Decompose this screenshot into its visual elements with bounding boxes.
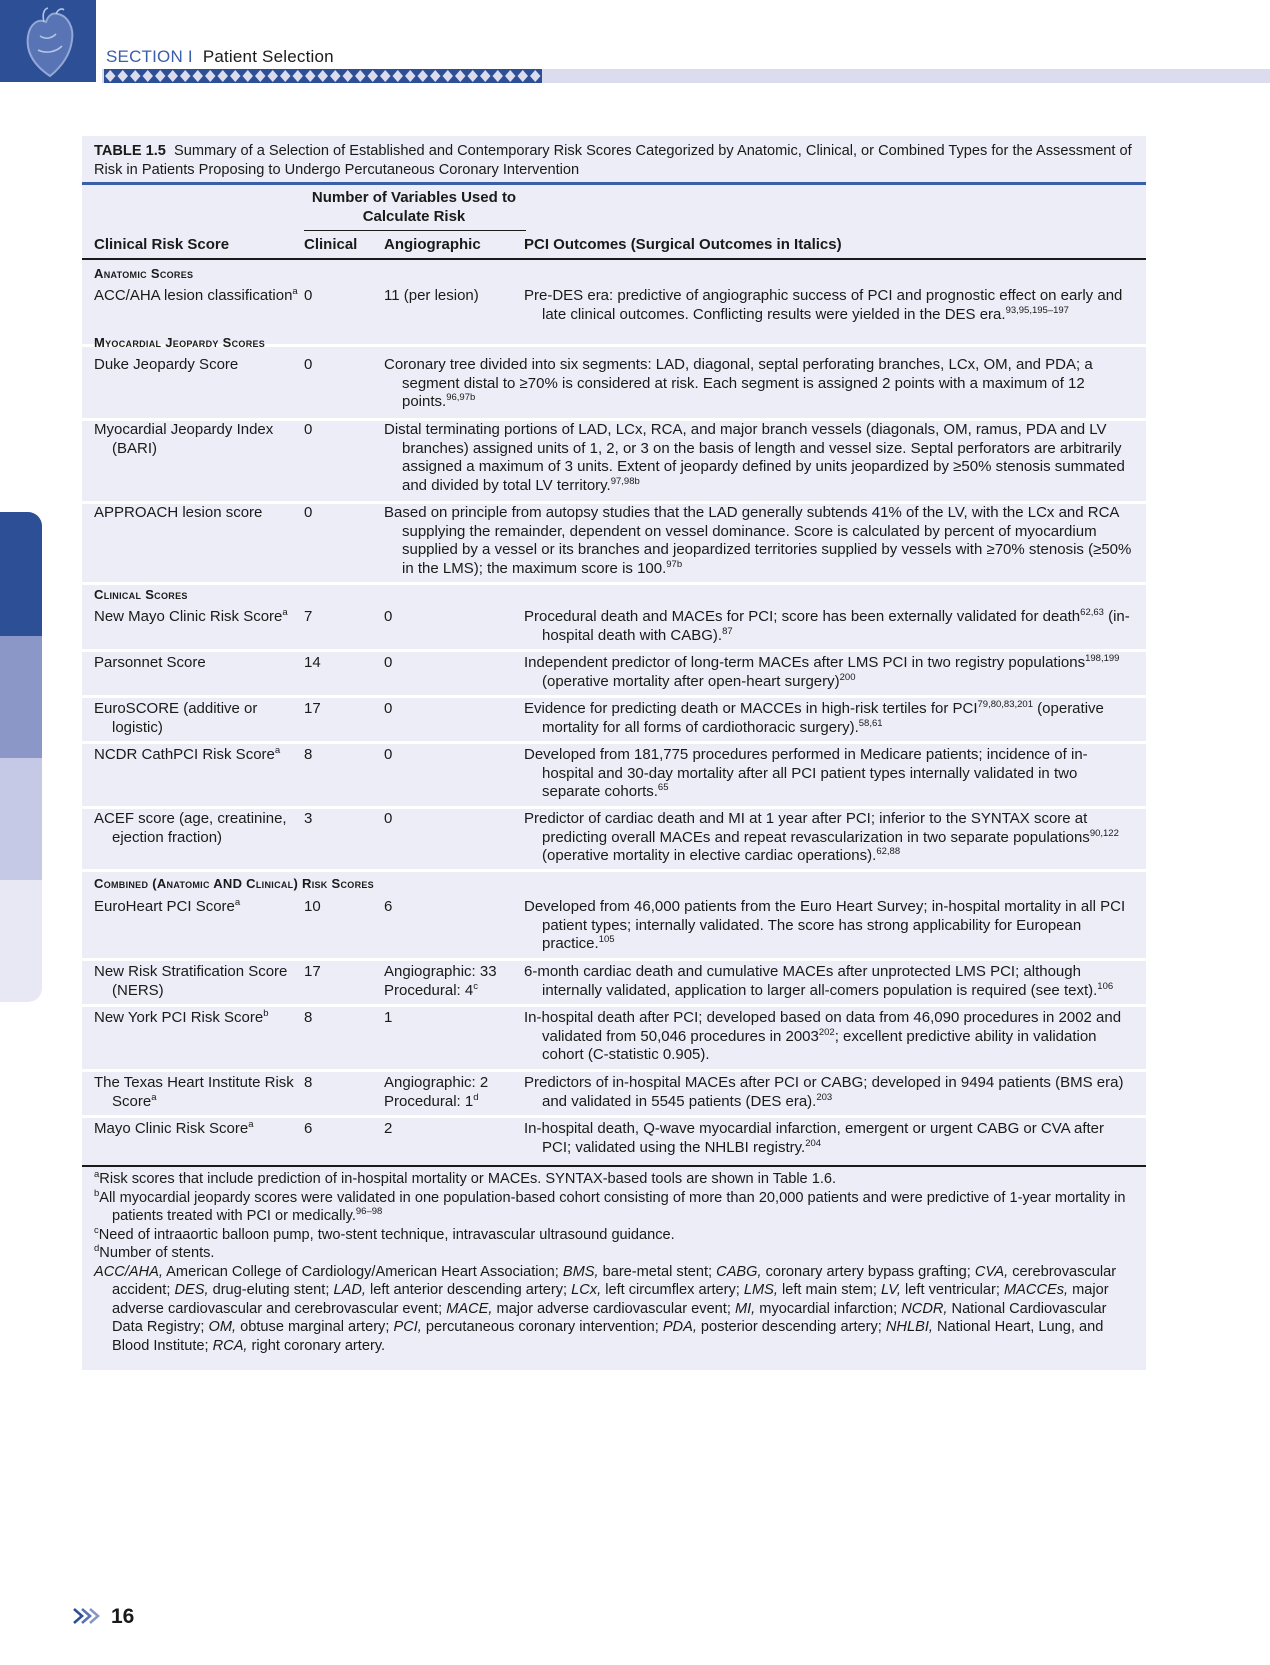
outcome-text: Predictors of in-hospital MACEs after PCI or CABG; developed in 9494 patients (BMS era) and validated in 5545 patients (DES era). bbox=[524, 1074, 1124, 1110]
clinical-count: 17 bbox=[304, 700, 321, 717]
footnote-a: $^a$Risk scores that include prediction of in-hospital mortality or MACEs. SYNTAX-based tools are shown in Table 1.6. bbox=[94, 1169, 837, 1187]
angio-count: Angiographic: 2 bbox=[384, 1074, 489, 1091]
outcome-text: Predictor of cardiac death and MI at 1 year after PCI; inferior to the SYNTAX score at predicting overall MACEs and repeat revascularization in two separate populations bbox=[524, 810, 1090, 846]
section-combined: Combined (Anatomic AND Clinical) Risk Scores bbox=[94, 876, 374, 891]
page-number: 16 bbox=[111, 1605, 135, 1628]
col-header-outcomes: PCI Outcomes (Surgical Outcomes in Italics) bbox=[524, 236, 842, 253]
outcome-text: 6-month cardiac death and cumulative MACEs after unprotected LMS PCI; although internally validated, application to larger all-comers population is required (see text). bbox=[524, 963, 1098, 999]
abbreviation-definition: National Heart, Lung, and Blood Institute; bbox=[112, 1319, 1104, 1354]
clinical-count: 17 bbox=[304, 963, 321, 980]
outcome-text: In-hospital death, Q-wave myocardial infarction, emergent or urgent CABG or CVA after PCI; validated using the NHLBI registry. bbox=[524, 1120, 1104, 1156]
section-jeopardy: Myocardial Jeopardy Scores bbox=[94, 335, 266, 350]
angio-count: 1 bbox=[384, 1009, 393, 1026]
angio-count: 0 bbox=[384, 746, 393, 763]
caption-rule bbox=[82, 182, 1146, 185]
abbreviation-term: LAD, bbox=[333, 1282, 366, 1298]
abbreviation-definition: obtuse marginal artery; bbox=[236, 1319, 394, 1335]
section-logo bbox=[0, 0, 96, 82]
table-row: The Texas Heart Institute Risk Score$^a$ 8 Angiographic: 2 Procedural: 1$^d$ Predictors of in-hospital MACEs after PCI or CABG; developed in 9494 patients (BMS era) and validated in 5545 patients (DES era).$^{203}$ bbox=[82, 1074, 1146, 1118]
abbreviation-definition: myocardial infarction; bbox=[755, 1300, 902, 1317]
abbreviation-term: MI, bbox=[734, 1300, 756, 1317]
abbreviation-definition: major adverse cardiovascular and cerebrovascular event; bbox=[112, 1282, 1109, 1317]
outcome-text: In-hospital death after PCI; developed based on data from 46,090 procedures in 2002 and validated from 50,046 procedures in 2003 bbox=[524, 1009, 1122, 1045]
col-header-angiographic: Angiographic bbox=[384, 236, 481, 253]
score-name: The Texas Heart Institute Risk Score bbox=[94, 1074, 294, 1110]
abbreviation-definition: left ventricular; bbox=[901, 1282, 1005, 1298]
clinical-count: 0 bbox=[304, 287, 313, 304]
side-tab-1 bbox=[0, 512, 42, 636]
score-name: Duke Jeopardy Score bbox=[94, 356, 239, 373]
table-row: Duke Jeopardy Score 0 Coronary tree divided into six segments: LAD, diagonal, septal perforating branches, LCx, OM, and PDA; a segment distal to ≥70% is considered at risk. Each segment is assigned 2 points with a maximum of 12 points.$^{96,97b}$ bbox=[82, 356, 1146, 421]
footnote-b: $^b$All myocardial jeopardy scores were validated in one population-based cohort consisting of more than 20,000 patients and were predictive of 1-year mortality in patients treated with PCI or medically.$^{96-98}$ bbox=[94, 1187, 1126, 1224]
abbreviation-definition: drug-eluting stent; bbox=[208, 1282, 334, 1298]
abbreviation-term: DES, bbox=[174, 1282, 209, 1298]
table-row: Parsonnet Score 14 0 Independent predictor of long-term MACEs after LMS PCI in two registry populations$^{198,199}$ (operative mortality after open-heart surgery)$^{200}$ bbox=[82, 654, 1146, 698]
clinical-count: 0 bbox=[304, 421, 313, 438]
group-header-rule bbox=[304, 230, 526, 231]
side-tab-2 bbox=[0, 636, 42, 758]
table-row: EuroSCORE (additive or logistic) 17 0 Evidence for predicting death or MACCEs in high-risk tertiles for PCI$^{79,80,83,201}$ (operative mortality for all forms of cardiothoracic surgery).$^{58,61}$ bbox=[82, 700, 1146, 744]
abbreviations bbox=[94, 1263, 1138, 1356]
clinical-count: 8 bbox=[304, 746, 313, 763]
footer-band bbox=[0, 1580, 1270, 1665]
score-name: Parsonnet Score bbox=[94, 654, 206, 671]
running-header bbox=[106, 47, 334, 67]
abbreviation-definition: left circumflex artery; bbox=[601, 1282, 744, 1298]
table-footnotes bbox=[94, 1170, 1138, 1355]
table-caption-text: Summary of a Selection of Established and Contemporary Risk Scores Categorized by Anatomic, Clinical, or Combined Types for the Assessment of Risk in Patients Proposing to Undergo Percutaneous Coronary Intervention bbox=[94, 143, 1132, 178]
outcome-text: Evidence for predicting death or MACCEs in high-risk tertiles for PCI bbox=[524, 700, 978, 717]
abbreviation-term: PCI, bbox=[393, 1319, 422, 1335]
abbreviation-definition: left anterior descending artery; bbox=[365, 1282, 572, 1298]
abbreviation-definition: major adverse cardiovascular event; bbox=[492, 1300, 735, 1317]
table-row: ACC/AHA lesion classification$^a$ 0 11 (per lesion) Pre-DES era: predictive of angiographic success of PCI and prognostic effect on early and late clinical outcomes. Conflicting results were yielded in the DES era.$^{93,95,195-197}$ bbox=[82, 287, 1146, 347]
angio-count: 2 bbox=[384, 1120, 393, 1137]
abbreviation-term: RCA, bbox=[212, 1337, 248, 1354]
table-row: ACEF score (age, creatinine, ejection fraction) 3 0 Predictor of cardiac death and MI at 1 year after PCI; inferior to the SYNTAX score at predicting overall MACEs and repeat revascularization in two separate populations$^{90,122}$ (operative mortality in elective cardiac operations).$^{62,88}$ bbox=[82, 810, 1146, 872]
abbreviation-term: MACE, bbox=[446, 1300, 493, 1317]
score-name: EuroHeart PCI Score bbox=[94, 898, 235, 915]
score-name: Myocardial Jeopardy Index (BARI) bbox=[94, 421, 274, 457]
abbreviation-term: OM, bbox=[208, 1319, 237, 1335]
score-name: ACEF score (age, creatinine, ejection fraction) bbox=[94, 810, 287, 846]
side-tab-4 bbox=[0, 880, 42, 1002]
heart-icon bbox=[22, 6, 78, 80]
table-caption bbox=[94, 142, 1134, 179]
abbreviation-definition: American College of Cardiology/American Heart Association; bbox=[162, 1263, 563, 1280]
outcome-text: Coronary tree divided into six segments: LAD, diagonal, septal perforating branches, LCx, OM, and PDA; a segment distal to ≥70% is considered at risk. Each segment is assigned 2 points with a maximum of 12 points. bbox=[384, 356, 1093, 411]
abbreviation-term: LCx, bbox=[571, 1282, 602, 1298]
outcome-text: Pre-DES era: predictive of angiographic success of PCI and prognostic effect on early and late clinical outcomes. Conflicting results were yielded in the DES era. bbox=[524, 287, 1123, 323]
clinical-count: 10 bbox=[304, 898, 321, 915]
clinical-count: 7 bbox=[304, 608, 313, 625]
abbreviation-term: LMS, bbox=[743, 1282, 778, 1298]
diamond-pattern-icon bbox=[104, 69, 542, 83]
footnote-d: $^d$Number of stents. bbox=[94, 1243, 215, 1261]
outcome-text: Independent predictor of long-term MACEs after LMS PCI in two registry populations bbox=[524, 654, 1086, 671]
section-title: Patient Selection bbox=[202, 47, 334, 66]
table-row: EuroHeart PCI Score$^a$ 10 6 Developed from 46,000 patients from the Euro Heart Survey; in-hospital mortality in all PCI patient types; internally validated. The score has strong applicability for European practice.$^{105}$ bbox=[82, 898, 1146, 961]
angio-count: Angiographic: 33 bbox=[384, 963, 497, 980]
table-row: NCDR CathPCI Risk Score$^a$ 8 0 Developed from 181,775 procedures performed in Medicare patients; incidence of in-hospital and 30-day mortality after all PCI patient types internally validated in two separate cohorts.$^{65}$ bbox=[82, 746, 1146, 809]
side-tab-3 bbox=[0, 758, 42, 880]
angio-count: 11 (per lesion) bbox=[384, 287, 479, 304]
procedural-count: Procedural: 1 bbox=[384, 1092, 474, 1110]
abbreviation-definition: posterior descending artery; bbox=[696, 1319, 886, 1335]
abbreviation-term: NHLBI, bbox=[885, 1319, 933, 1335]
abbreviation-term: ACC/AHA, bbox=[94, 1263, 163, 1280]
table-row: New Mayo Clinic Risk Score$^a$ 7 0 Procedural death and MACEs for PCI; score has been externally validated for death$^{62,63}$ (in-hospital death with CABG).$^{87}$ bbox=[82, 608, 1146, 652]
abbreviation-definition: coronary artery bypass grafting; bbox=[761, 1263, 975, 1280]
abbreviation-definition: percutaneous coronary intervention; bbox=[421, 1319, 663, 1335]
abbreviation-term: NCDR, bbox=[901, 1300, 948, 1317]
table-row: Mayo Clinic Risk Score$^a$ 6 2 In-hospital death, Q-wave myocardial infarction, emergent or urgent CABG or CVA after PCI; validated using the NHLBI registry.$^{204}$ bbox=[94, 1119, 1104, 1156]
table-row: Myocardial Jeopardy Index (BARI) 0 Distal terminating portions of LAD, LCx, RCA, and major branch vessels (diagonals, OM, ramus, PDA and LV branches) assigned units of 1, 2, or 3 on the basis of length and vessel size. Septal perforators are arbitrarily assigned a maximum of 3 units. Extent of jeopardy defined by units jeopardized by ≥50% stenosis summated and divided by total LV territory.$^{97,98b}$ bbox=[82, 421, 1146, 504]
abbreviation-term: BMS, bbox=[562, 1263, 599, 1280]
angio-count: 0 bbox=[384, 608, 393, 625]
abbreviation-definition: right coronary artery. bbox=[247, 1337, 386, 1354]
score-name: New Mayo Clinic Risk Score bbox=[94, 608, 283, 625]
clinical-count: 0 bbox=[304, 504, 313, 521]
double-chevron-right-icon bbox=[72, 1607, 102, 1625]
table-bottom-rule bbox=[82, 1165, 1146, 1167]
outcome-text: Developed from 181,775 procedures performed in Medicare patients; incidence of in-hospital and 30-day mortality after all PCI patient types internally validated in two separate cohorts. bbox=[524, 746, 1088, 801]
table-row: New Risk Stratification Score (NERS) 17 Angiographic: 33 Procedural: 4$^c$ 6-month cardiac death and cumulative MACEs after unprotected LMS PCI; although internally validated, application to larger all-comers population is required (see text).$^{106}$ bbox=[82, 963, 1146, 1007]
score-name: Mayo Clinic Risk Score bbox=[94, 1120, 249, 1137]
angio-count: 0 bbox=[384, 700, 393, 717]
table-label: TABLE 1.5 bbox=[94, 143, 166, 159]
outcome-text: Procedural death and MACEs for PCI; score has been externally validated for death bbox=[524, 608, 1081, 625]
clinical-count: 3 bbox=[304, 810, 313, 827]
abbreviation-term: PDA, bbox=[662, 1319, 697, 1335]
abbreviation-definition: National Cardiovascular Data Registry; bbox=[112, 1300, 1107, 1335]
score-name: ACC/AHA lesion classification bbox=[94, 287, 293, 304]
abbreviation-definition: bare-metal stent; bbox=[598, 1263, 717, 1280]
angio-count: 0 bbox=[384, 654, 393, 671]
outcome-text: Distal terminating portions of LAD, LCx, RCA, and major branch vessels (diagonals, OM, ramus, PDA and LV branches) assigned units of 1, 2, or 3 on the basis of length and vessel size. Septal perforators are arbitrarily assigned a maximum of 3 units. Extent of jeopardy defined by units jeopardized by ≥50% stenosis summated and divided by total LV territory. bbox=[384, 421, 1125, 494]
section-anatomic: Anatomic Scores bbox=[94, 266, 194, 281]
abbreviation-definition: left main stem; bbox=[777, 1282, 881, 1298]
score-name: NCDR CathPCI Risk Score bbox=[94, 746, 275, 763]
clinical-count: 0 bbox=[304, 356, 313, 373]
clinical-count: 8 bbox=[304, 1009, 313, 1026]
procedural-count: Procedural: 4 bbox=[384, 981, 474, 999]
outcome-text: Based on principle from autopsy studies that the LAD generally subtends 41% of the LV, with the LCx and RCA supplying the remainder, dependent on vessel dominance. Score is calculated by percent of myocardium supplied by a vessel or its branches and jeopardized territories supplied by vessels with ≥70% stenosis (≥50% in the LMS); the maximum score is 100. bbox=[384, 504, 1132, 577]
clinical-count: 14 bbox=[304, 654, 321, 671]
footnote-c: $^c$Need of intraaortic balloon pump, two-stent technique, intravascular ultrasound guidance. bbox=[94, 1224, 675, 1243]
angio-count: 6 bbox=[384, 898, 393, 915]
score-name: EuroSCORE (additive or logistic) bbox=[94, 700, 258, 736]
section-label: SECTION I bbox=[106, 47, 193, 66]
abbreviation-definition: cerebrovascular accident; bbox=[112, 1263, 1117, 1298]
abbreviation-term: LV, bbox=[880, 1282, 901, 1298]
angio-count: 0 bbox=[384, 810, 393, 827]
abbreviation-term: MACCEs, bbox=[1004, 1282, 1069, 1298]
score-name: New York PCI Risk Score bbox=[94, 1009, 264, 1026]
col-header-score: Clinical Risk Score bbox=[94, 236, 230, 253]
table-panel bbox=[82, 136, 1146, 1370]
table-row: APPROACH lesion score 0 Based on principle from autopsy studies that the LAD generally subtends 41% of the LV, with the LCx and RCA supplying the remainder, dependent on vessel dominance. Score is calculated by percent of myocardium supplied by a vessel or its branches and jeopardized territories supplied by vessels with ≥70% stenosis (≥50% in the LMS); the maximum score is 100.$^{97b}$ bbox=[82, 504, 1146, 585]
score-name: New Risk Stratification Score (NERS) bbox=[94, 963, 288, 999]
clinical-count: 6 bbox=[304, 1120, 313, 1137]
variables-group-header: Number of Variables Used to Calculate Risk bbox=[311, 189, 517, 225]
table-row: New York PCI Risk Score$^b$ 8 1 In-hospital death after PCI; developed based on data from 46,090 procedures in 2002 and validated from 50,046 procedures in 2003$^{202}$; excellent predictive ability in validation cohort (C-statistic 0.905). bbox=[82, 1009, 1146, 1072]
section-clinical: Clinical Scores bbox=[94, 587, 188, 602]
score-name: APPROACH lesion score bbox=[94, 504, 263, 521]
abbreviation-term: CABG, bbox=[716, 1263, 762, 1280]
header-diamond-strip bbox=[104, 69, 542, 83]
col-header-clinical: Clinical bbox=[304, 236, 358, 253]
header-rule bbox=[82, 258, 1146, 260]
outcome-text: Developed from 46,000 patients from the Euro Heart Survey; in-hospital mortality in all PCI patient types; internally validated. The score has strong applicability for European practice. bbox=[524, 898, 1126, 953]
abbreviation-term: CVA, bbox=[974, 1263, 1009, 1280]
clinical-count: 8 bbox=[304, 1074, 313, 1091]
